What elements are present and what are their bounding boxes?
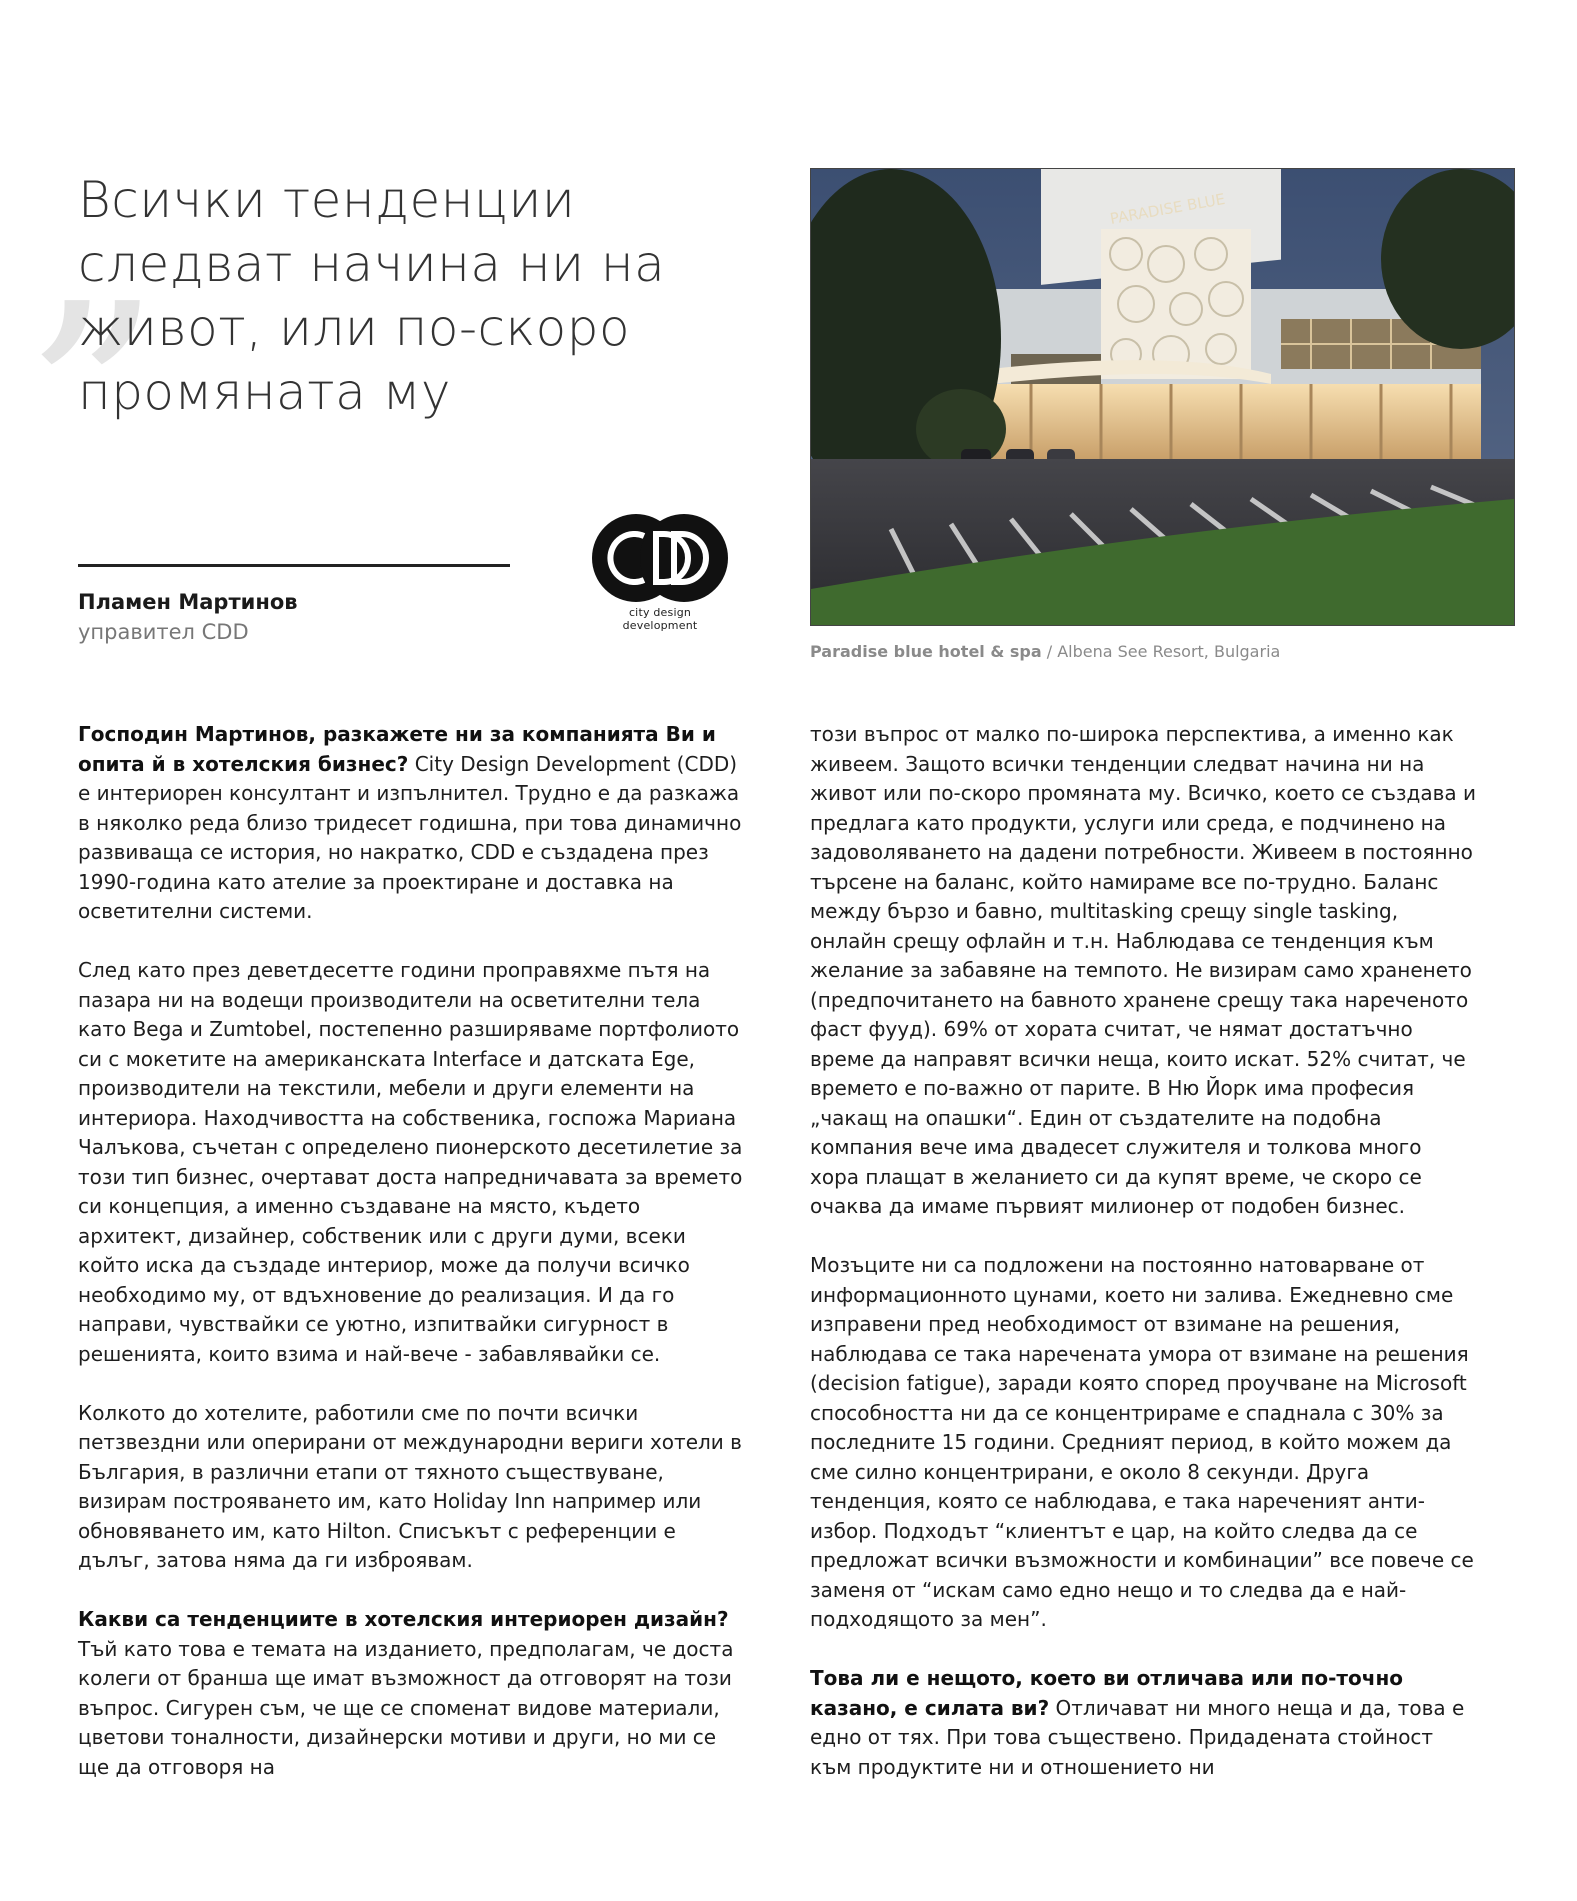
author-role: управител CDD bbox=[78, 620, 249, 644]
paragraph bbox=[78, 1399, 744, 1576]
answer: Колкото до хотелите, работили сме по почти всички петзвездни или оперирани от международни вериги хотели в България, в различни етапи от тяхното съществуване, визирам построяването им, като Holiday Inn например или обновяването им, като Hilton. Списъкът с референции е дълъг, затова няма да ги изброявам. bbox=[78, 1400, 742, 1572]
article-column-left bbox=[78, 720, 744, 1812]
answer: City Design Development (CDD) е интериорен консултант и изпълнител. Трудно е да разкажа в няколко реда близо тридесет годишна, при това динамично развиваща се история, но накратко, CDD е създадена през 1990-година като ателие за проектиране и доставка на осветителни системи. bbox=[78, 751, 742, 923]
caption-title: Paradise blue hotel & spa bbox=[810, 642, 1042, 661]
paragraph bbox=[78, 1605, 744, 1782]
hotel-sign: PARADISE BLUE bbox=[1108, 189, 1227, 228]
divider bbox=[78, 564, 510, 567]
question: Това ли е нещото, което ви отличава или по-точно казано, е силата ви? bbox=[810, 1666, 1404, 1720]
author-name: Пламен Мартинов bbox=[78, 590, 298, 614]
question: Какви са тенденциите в хотелския интериорен дизайн? bbox=[78, 1607, 729, 1631]
cdd-logo bbox=[590, 512, 730, 632]
answer: Отличават ни много неща и да, това е едно от тях. При това съществено. Придадената стойност към продуктите ни и отношението ни bbox=[810, 1695, 1465, 1779]
logo-text: city design development bbox=[622, 606, 698, 632]
cdd-logo-mark-icon bbox=[590, 512, 730, 604]
paragraph bbox=[810, 1664, 1476, 1782]
photo-caption bbox=[810, 642, 1280, 661]
answer: След като през деветдесетте години проправяхме пътя на пазара ни на водещи производители на осветителни тела като Bega и Zumtobel, постепенно разширяваме портфолиото си с мокетите на американската Interface и датската Ege, производители на текстили, мебели и други елементи на интериора. Находчивостта на собственика, госпожа Мариана Чалъкова, съчетан с определено пионерското десетилетие за този тип бизнес, очертават доста напредничавата за времето си концепция, а именно създаване на място, където архитект, дизайнер, собственик или с други думи, всеки който иска да създаде интериор, може да получи всичко необходимо му, от вдъхновение до реализация. И да го направи, чувствайки се уютно, изпитвайки сигурност в решенията, които взима и най-вече - забавлявайки се. bbox=[78, 958, 743, 1366]
pull-quote: Всички тенденции следват начина ни на живот, или по-скоро промяната му bbox=[78, 171, 666, 421]
paragraph bbox=[810, 720, 1476, 1222]
quote-mark-icon: „ bbox=[30, 89, 165, 391]
answer: Тъй като това е темата на изданието, предполагам, че доста колеги от бранша ще имат възможност да отговорят на този въпрос. Сигурен съм, че ще се споменат видове материали, цветови тоналности, дизайнерски мотиви и други, но ми се ще да отговоря на bbox=[78, 1636, 734, 1779]
question: Господин Мартинов, разкажете ни за компанията Ви и опита й в хотелския бизнес? bbox=[78, 722, 716, 776]
answer: този въпрос от малко по-широка перспектива, а именно как живеем. Защото всички тенденции следват начина ни на живот или по-скоро промяната му. Всичко, което се създава и предлага като продукти, услуги или среда, е подчинено на задоволяването на дадени потребности. Живеем в постоянно търсене на баланс, който намираме все по-трудно. Баланс между бързо и бавно, multitasking срещу single tasking, онлайн срещу офлайн и т.н. Наблюдава се тенденция към желание за забавяне на темпото. Не визирам само храненето (предпочитането на бавното хранене срещу така нареченото фаст фууд). 69% от хората считат, че нямат достатъчно време да направят всички неща, които искат. 52% считат, че времето е по-важно от парите. В Ню Йорк има професия „чакащ на опашки“. Един от създателите на подобна компания вече има двадесет служителя и толкова много хора плащат в желанието си да купят време, че скоро се очаква да имаме първият милионер от подобен бизнес. bbox=[810, 722, 1477, 1218]
caption-location: Albena See Resort, Bulgaria bbox=[1057, 642, 1281, 661]
paragraph bbox=[810, 1251, 1476, 1635]
paragraph bbox=[78, 956, 744, 1369]
answer: Мозъците ни са подложени на постоянно натоварване от информационното цунами, което ни залива. Ежедневно сме изправени пред необходимост от взимане на решения, наблюдава се така наречената умора от взимане на решения (decision fatigue), заради която според проучване на Microsoft способността ни да се концентрираме е спаднала с 30% за последните 15 години. Средният период, в който можем да сме силно концентрирани, е около 8 секунди. Друга тенденция, която се наблюдава, е така нареченият анти-избор. Подходът “клиентът е цар, на който следва да се предложат всички възможности и комбинации” все повече се заменя от “искам само едно нещо и то следва да е най-подходящото за мен”. bbox=[810, 1253, 1474, 1631]
article-column-right bbox=[810, 720, 1476, 1812]
hotel-photo bbox=[810, 168, 1515, 626]
paragraph bbox=[78, 720, 744, 927]
caption-separator: / bbox=[1041, 642, 1058, 661]
